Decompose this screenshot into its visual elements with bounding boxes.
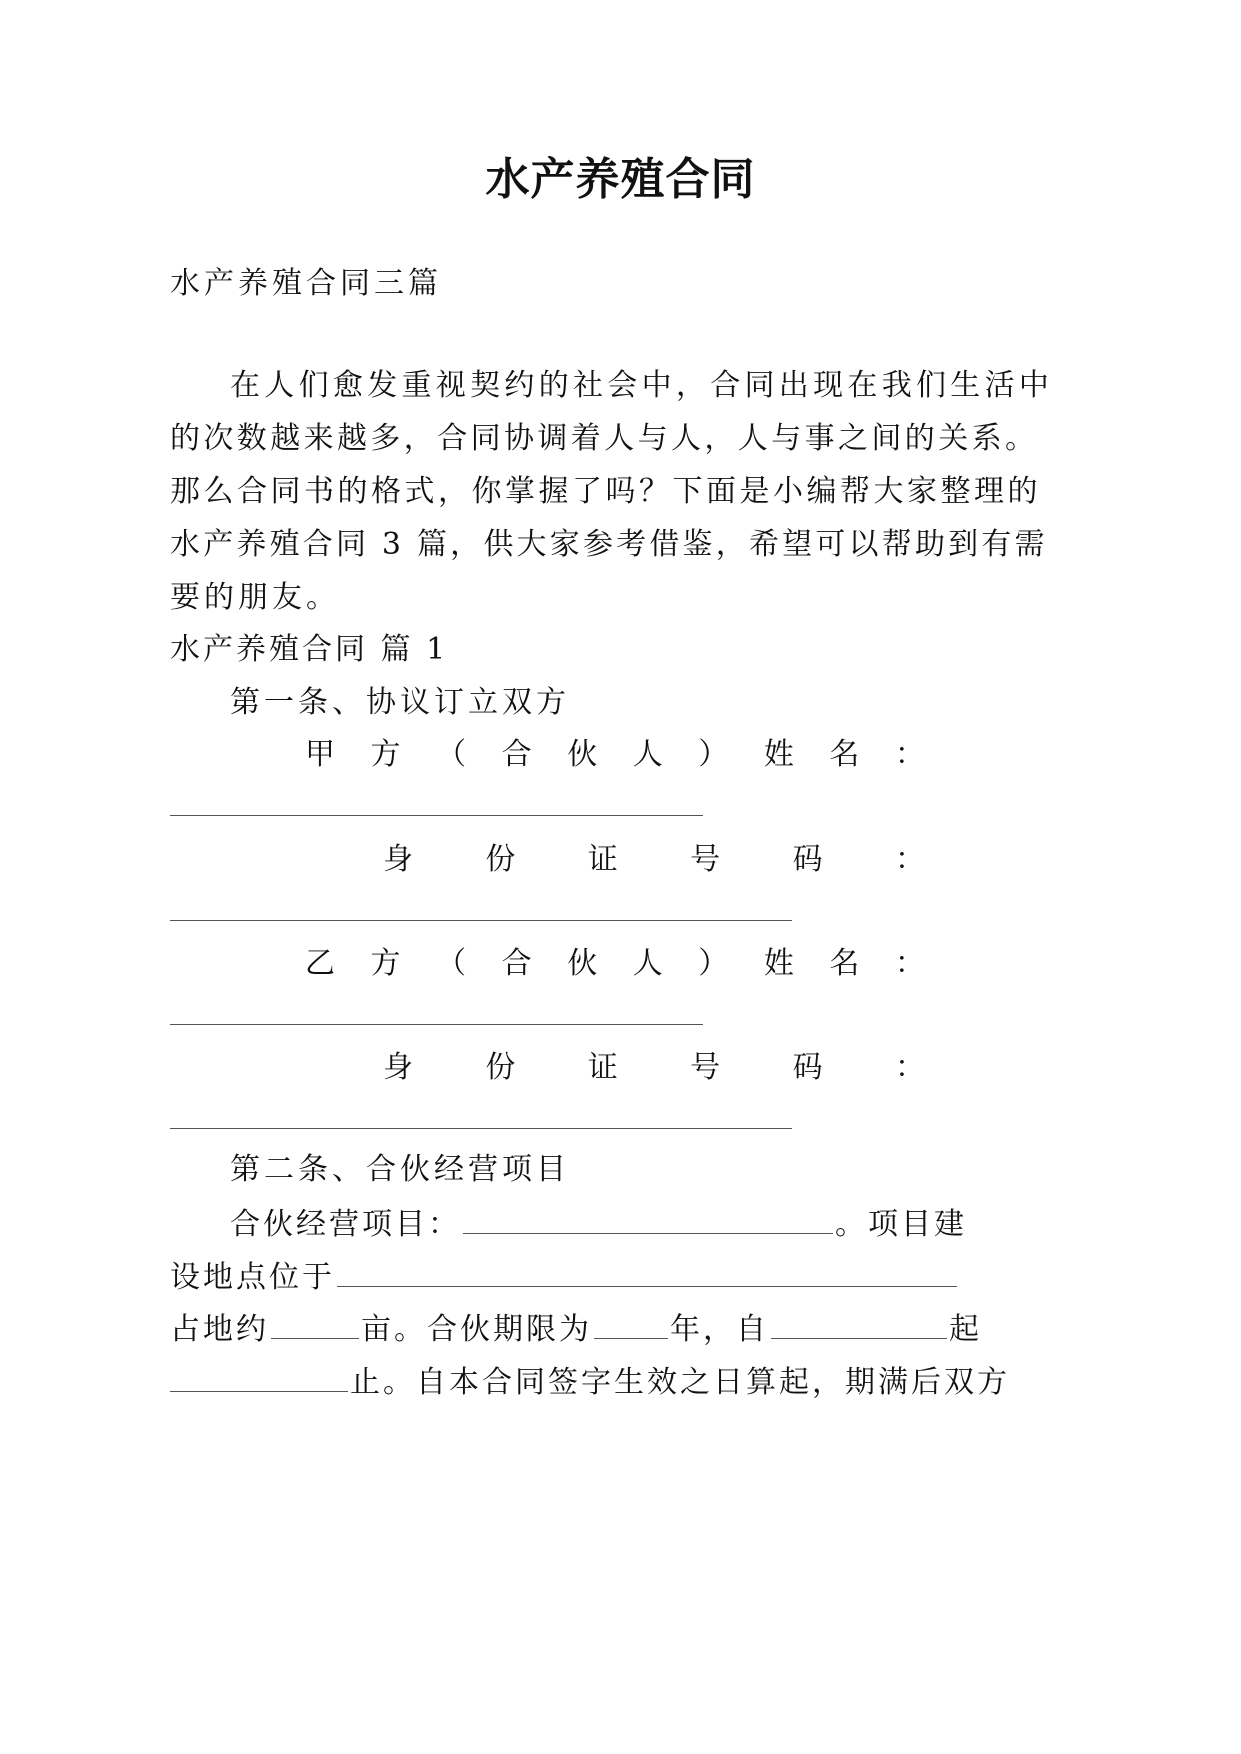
year-unit: 年，自 [670,1312,769,1347]
label-char: 人 [632,946,663,981]
project-blank [463,1203,833,1234]
label-char: 份 [485,842,516,877]
party-b-id-blank [170,1128,792,1129]
label-char: 甲 [305,737,335,772]
intro-line-4: 水产养殖合同 3 篇，供大家参考借鉴，希望可以帮助到有需 [170,527,1048,562]
end-text: 止。自本合同签字生效之日算起，期满后双方 [350,1365,1010,1400]
label-char: 合 [501,737,532,772]
start-word: 起 [949,1312,982,1347]
label-char: ： [894,737,925,772]
years-blank [594,1308,668,1339]
label-char: 号 [690,1050,721,1085]
label-char: 姓 [763,946,794,981]
project-line [230,1203,967,1245]
label-char: 码 [792,842,823,877]
label-char: ： [894,842,925,877]
party-b-name-blank [170,1024,703,1025]
location-blank [337,1256,957,1287]
document-subtitle: 水产养殖合同三篇 [170,266,442,301]
party-a-name-blank [170,815,703,816]
area-blank [271,1308,359,1339]
party-a-id-label [383,840,925,880]
label-char: 乙 [305,946,335,981]
label-char: 号 [690,842,721,877]
label-char: 方 [370,737,401,772]
area-unit: 亩。合伙期限为 [361,1312,592,1347]
label-char: 伙 [567,737,598,772]
label-char: 份 [485,1050,516,1085]
project-suffix: 。项目建 [835,1207,967,1242]
party-b-id-label [383,1048,925,1088]
label-char: 合 [501,946,532,981]
label-char: 人 [632,737,663,772]
label-char: ： [894,946,925,981]
party-b-name-label [305,944,925,984]
label-char: 身 [383,842,413,877]
label-char: 伙 [567,946,598,981]
area-prefix: 占地约 [170,1312,269,1347]
location-line [170,1256,959,1298]
location-label: 设地点位于 [170,1260,335,1295]
label-char: 方 [370,946,401,981]
label-char: 名 [829,946,860,981]
party-a-id-blank [170,920,792,921]
label-char: 身 [383,1050,413,1085]
end-date-blank [170,1361,348,1392]
label-char: 证 [587,842,618,877]
label-char: （ [436,946,467,981]
document-title: 水产养殖合同 [485,154,756,205]
label-char: （ [436,737,467,772]
start-date-blank [771,1308,947,1339]
intro-line-2: 的次数越来越多，合同协调着人与人，人与事之间的关系。 [170,421,1039,456]
label-char: 码 [792,1050,823,1085]
party-a-name-label [305,735,925,775]
intro-line-5: 要的朋友。 [170,580,340,615]
article2-heading: 第二条、合伙经营项目 [230,1152,570,1187]
term-line [170,1308,982,1350]
label-char: 姓 [763,737,794,772]
label-char: 名 [829,737,860,772]
end-line [170,1361,1010,1403]
label-char: ） [698,946,729,981]
label-char: ） [698,737,729,772]
section-title: 水产养殖合同 篇 1 [170,632,449,667]
label-char: ： [894,1050,925,1085]
intro-line-3: 那么合同书的格式，你掌握了吗？下面是小编帮大家整理的 [170,474,1041,509]
article1-heading: 第一条、协议订立双方 [230,685,570,720]
intro-line-1: 在人们愈发重视契约的社会中，合同出现在我们生活中 [230,368,1054,403]
label-char: 证 [587,1050,618,1085]
project-label: 合伙经营项目： [230,1207,461,1242]
